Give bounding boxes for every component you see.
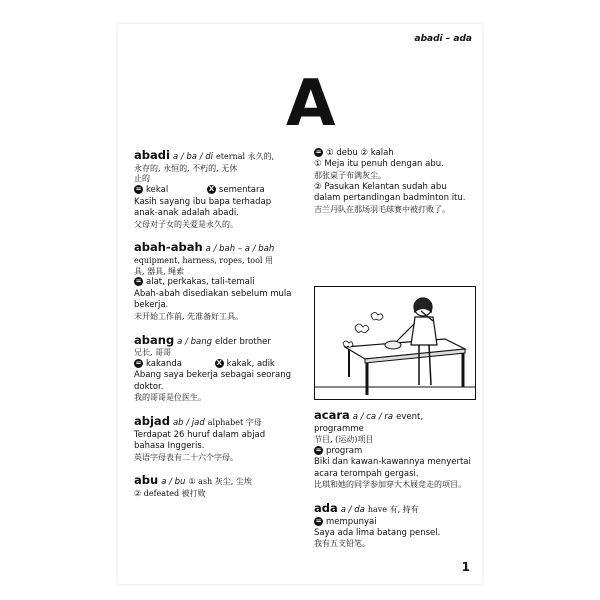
synonym-icon: = bbox=[315, 516, 322, 525]
synonym: alat, perkakas, tali-temali bbox=[146, 277, 255, 288]
pronunciation: ab / jad bbox=[172, 418, 205, 429]
example-translation: 比琪和她的同学参加穿大木屐竞走的项目。 bbox=[314, 480, 466, 490]
girl-wiping-dusty-table-illustration bbox=[315, 287, 475, 399]
example-sentence: ② Pasukan Kelantan sudah abu dalam pertandingan badminton itu. bbox=[314, 181, 466, 204]
example-sentence: Abah-abah disediakan sebelum mula bekerja. bbox=[134, 288, 292, 311]
gloss: have 有, 持有 bbox=[367, 504, 419, 514]
headword: abu bbox=[134, 473, 159, 488]
example-sentence: ① Meja itu penuh dengan abu. bbox=[314, 159, 444, 170]
section-letter: A bbox=[286, 67, 336, 141]
example-sentence: Terdapat 26 huruf dalam abjad bahasa Inggeris. bbox=[134, 429, 266, 452]
right-column-lower bbox=[314, 408, 474, 560]
headword: ada bbox=[314, 500, 338, 515]
entry-abu-continued bbox=[314, 148, 474, 215]
pronunciation: a / bang bbox=[177, 336, 213, 347]
example-sentence: Saya ada lima batang pensel. bbox=[314, 527, 441, 538]
gloss-line: 具, 器具, 绳索 bbox=[134, 266, 185, 276]
pronunciation: a / bu bbox=[161, 477, 186, 488]
pronunciation: a / bah – a / bah bbox=[205, 244, 275, 255]
entry-ada bbox=[314, 501, 474, 550]
entry-acara bbox=[314, 408, 474, 491]
gloss-line: 永存的, 永恒的, 不朽的, 无休 bbox=[134, 163, 238, 173]
illustration bbox=[314, 286, 476, 400]
example-sentence: Abang saya bekerja sebagai seorang doktor. bbox=[134, 370, 291, 392]
synonym: kekal bbox=[146, 185, 169, 196]
example-sentence: Biki dan kawan-kawannya menyertai acara terompah gergasi. bbox=[314, 457, 471, 479]
entry-abang bbox=[134, 333, 294, 405]
antonym: kakak, adik bbox=[226, 358, 275, 369]
headword: acara bbox=[314, 408, 350, 422]
example-translation: 那张桌子布满灰尘。 bbox=[314, 170, 386, 180]
synonym-icon: = bbox=[135, 185, 142, 194]
dictionary-page bbox=[118, 24, 482, 584]
gloss-line: 兄长, 哥哥 bbox=[134, 348, 172, 358]
gloss: alphabet 字母 bbox=[207, 418, 262, 428]
headword: abah-abah bbox=[134, 240, 203, 255]
synonym-icon: = bbox=[315, 148, 322, 156]
example-translation: 未开始工作前, 先准备好工具。 bbox=[134, 311, 244, 321]
running-header: abadi – ada bbox=[414, 34, 472, 44]
antonym: sementara bbox=[218, 185, 265, 196]
entry-abjad bbox=[134, 414, 294, 463]
entry-abah-abah bbox=[134, 240, 294, 322]
gloss: event, programme bbox=[314, 412, 424, 434]
gloss: elder brother bbox=[215, 336, 271, 347]
synonym: mempunyai bbox=[326, 516, 377, 527]
example-sentence: Kasih sayang ibu bapa terhadap anak-anak adalah abadi. bbox=[134, 196, 272, 219]
page-number: 1 bbox=[461, 560, 470, 574]
gloss-line: 节目, (运动)项目 bbox=[314, 434, 374, 444]
example-translation: 英语字母表有二十六个字母。 bbox=[134, 452, 238, 462]
example-translation: 吉兰丹队在那场羽毛球赛中被打败了。 bbox=[314, 204, 450, 214]
headword: abang bbox=[134, 332, 175, 347]
left-column bbox=[134, 148, 294, 510]
right-column bbox=[314, 148, 474, 225]
synonym: program bbox=[326, 445, 363, 456]
synonym-icon: = bbox=[315, 445, 322, 454]
gloss: ① ash 灰尘, 尘埃 bbox=[188, 477, 252, 487]
pronunciation: a / da bbox=[340, 504, 365, 515]
antonym-icon: X bbox=[216, 358, 222, 367]
entry-abadi bbox=[134, 148, 294, 230]
gloss-line: ② defeated 被打败 bbox=[134, 488, 206, 498]
gloss: eternal 永久的, bbox=[216, 152, 275, 161]
synonym-icon: = bbox=[135, 358, 142, 367]
entry-abu bbox=[134, 473, 294, 499]
gloss-line: 止的 bbox=[134, 174, 150, 184]
antonym-icon: X bbox=[208, 185, 215, 194]
example-translation: 我有五支铅笔。 bbox=[314, 539, 370, 549]
synonym-icon: = bbox=[135, 277, 142, 286]
pronunciation: a / ba / di bbox=[172, 152, 214, 162]
headword: abjad bbox=[134, 414, 170, 429]
synonym: ① debu ② kalah bbox=[326, 148, 394, 158]
gloss: equipment, harness, ropes, tool 用 bbox=[134, 255, 274, 265]
example-translation: 我的哥哥是位医生。 bbox=[134, 393, 206, 403]
synonym: kakanda bbox=[146, 358, 182, 369]
headword: abadi bbox=[134, 148, 170, 162]
pronunciation: a / ca / ra bbox=[352, 412, 394, 422]
example-translation: 父母对子女的关爱是永久的。 bbox=[134, 219, 238, 229]
